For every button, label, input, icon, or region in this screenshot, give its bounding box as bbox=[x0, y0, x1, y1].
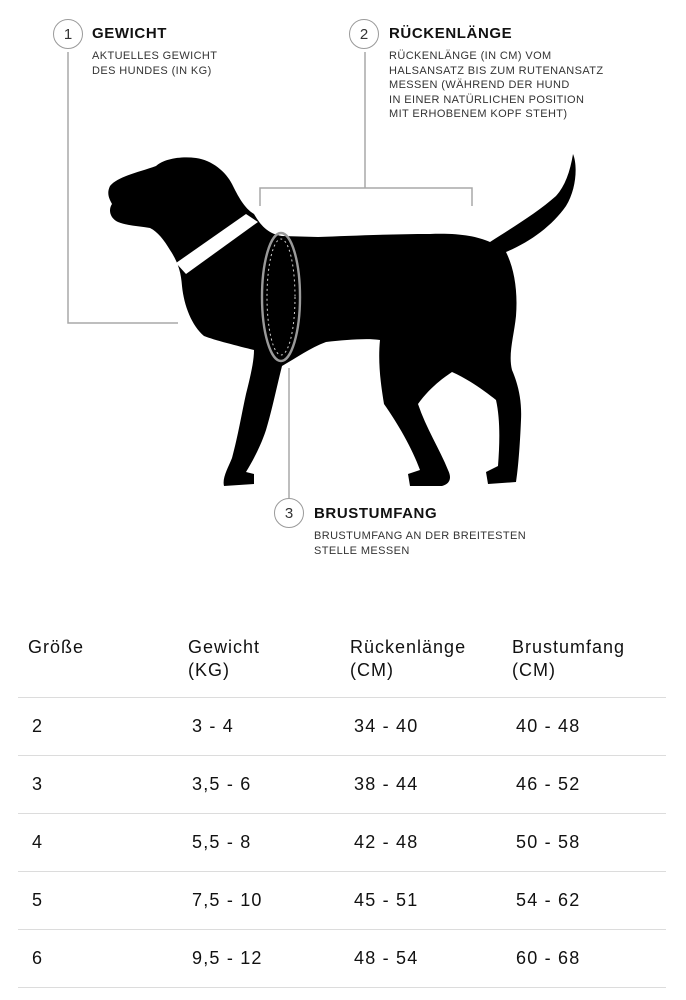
cell-chest: 60 - 68 bbox=[502, 930, 666, 988]
header-chest-label: Brustumfang bbox=[512, 637, 626, 657]
cell-back-length: 45 - 51 bbox=[340, 872, 502, 930]
cell-weight: 3 - 4 bbox=[178, 698, 340, 756]
cell-weight: 7,5 - 10 bbox=[178, 872, 340, 930]
table-row bbox=[18, 814, 666, 872]
callout-chest-title: BRUSTUMFANG bbox=[314, 505, 438, 522]
cell-chest: 40 - 48 bbox=[502, 698, 666, 756]
cell-back-length: 34 - 40 bbox=[340, 698, 502, 756]
callout-1-number: 1 bbox=[53, 19, 83, 49]
callout-3-number: 3 bbox=[274, 498, 304, 528]
callout-weight-desc-line: DES HUNDES (IN KG) bbox=[92, 64, 212, 77]
table-row bbox=[18, 930, 666, 988]
cell-back-length: 48 - 54 bbox=[340, 930, 502, 988]
callout-chest-desc-line: BRUSTUMFANG AN DER BREITESTEN bbox=[314, 530, 527, 542]
callout-back-length-desc-line: IN EINER NATÜRLICHEN POSITION bbox=[389, 93, 585, 106]
cell-size: 6 bbox=[18, 930, 178, 988]
cell-back-length: 42 - 48 bbox=[340, 814, 502, 872]
callout-2-number: 2 bbox=[349, 19, 379, 49]
callout-back-length-title: RÜCKENLÄNGE bbox=[389, 25, 513, 42]
cell-size: 5 bbox=[18, 872, 178, 930]
header-back-length-unit: (CM) bbox=[350, 660, 394, 680]
callout-chest-desc-line: STELLE MESSEN bbox=[314, 544, 410, 557]
callout-weight-desc-line: AKTUELLES GEWICHT bbox=[92, 50, 218, 62]
header-chest bbox=[502, 622, 666, 698]
callout-back-length-desc-line: RÜCKENLÄNGE (IN CM) VOM bbox=[389, 50, 552, 62]
header-back-length-label: Rückenlänge bbox=[350, 637, 467, 657]
header-weight-unit: (KG) bbox=[188, 660, 230, 680]
header-chest-unit: (CM) bbox=[512, 660, 556, 680]
header-back-length bbox=[340, 622, 502, 698]
table-row bbox=[18, 756, 666, 814]
size-table bbox=[18, 622, 666, 988]
cell-chest: 54 - 62 bbox=[502, 872, 666, 930]
cell-weight: 9,5 - 12 bbox=[178, 930, 340, 988]
header-size-label: Größe bbox=[28, 637, 85, 657]
dog-silhouette bbox=[108, 154, 575, 486]
table-header-row bbox=[18, 622, 666, 698]
header-size bbox=[18, 622, 178, 698]
cell-chest: 46 - 52 bbox=[502, 756, 666, 814]
cell-back-length: 38 - 44 bbox=[340, 756, 502, 814]
callout-weight-title: GEWICHT bbox=[92, 25, 168, 42]
callout-chest-description bbox=[314, 529, 526, 558]
cell-size: 3 bbox=[18, 756, 178, 814]
back-length-bracket bbox=[260, 188, 472, 206]
callout-back-length-description bbox=[389, 49, 604, 122]
cell-chest: 50 - 58 bbox=[502, 814, 666, 872]
callout-weight-description bbox=[92, 49, 217, 78]
header-weight bbox=[178, 622, 340, 698]
cell-size: 2 bbox=[18, 698, 178, 756]
cell-weight: 3,5 - 6 bbox=[178, 756, 340, 814]
callout-back-length-desc-line: HALSANSATZ BIS ZUM RUTENANSATZ bbox=[389, 64, 604, 77]
cell-size: 4 bbox=[18, 814, 178, 872]
header-weight-label: Gewicht bbox=[188, 637, 261, 657]
callout-back-length-desc-line: MESSEN (WÄHREND DER HUND bbox=[389, 79, 570, 91]
table-row bbox=[18, 872, 666, 930]
callout-back-length-desc-line: MIT ERHOBENEM KOPF STEHT) bbox=[389, 108, 568, 120]
cell-weight: 5,5 - 8 bbox=[178, 814, 340, 872]
table-row bbox=[18, 698, 666, 756]
